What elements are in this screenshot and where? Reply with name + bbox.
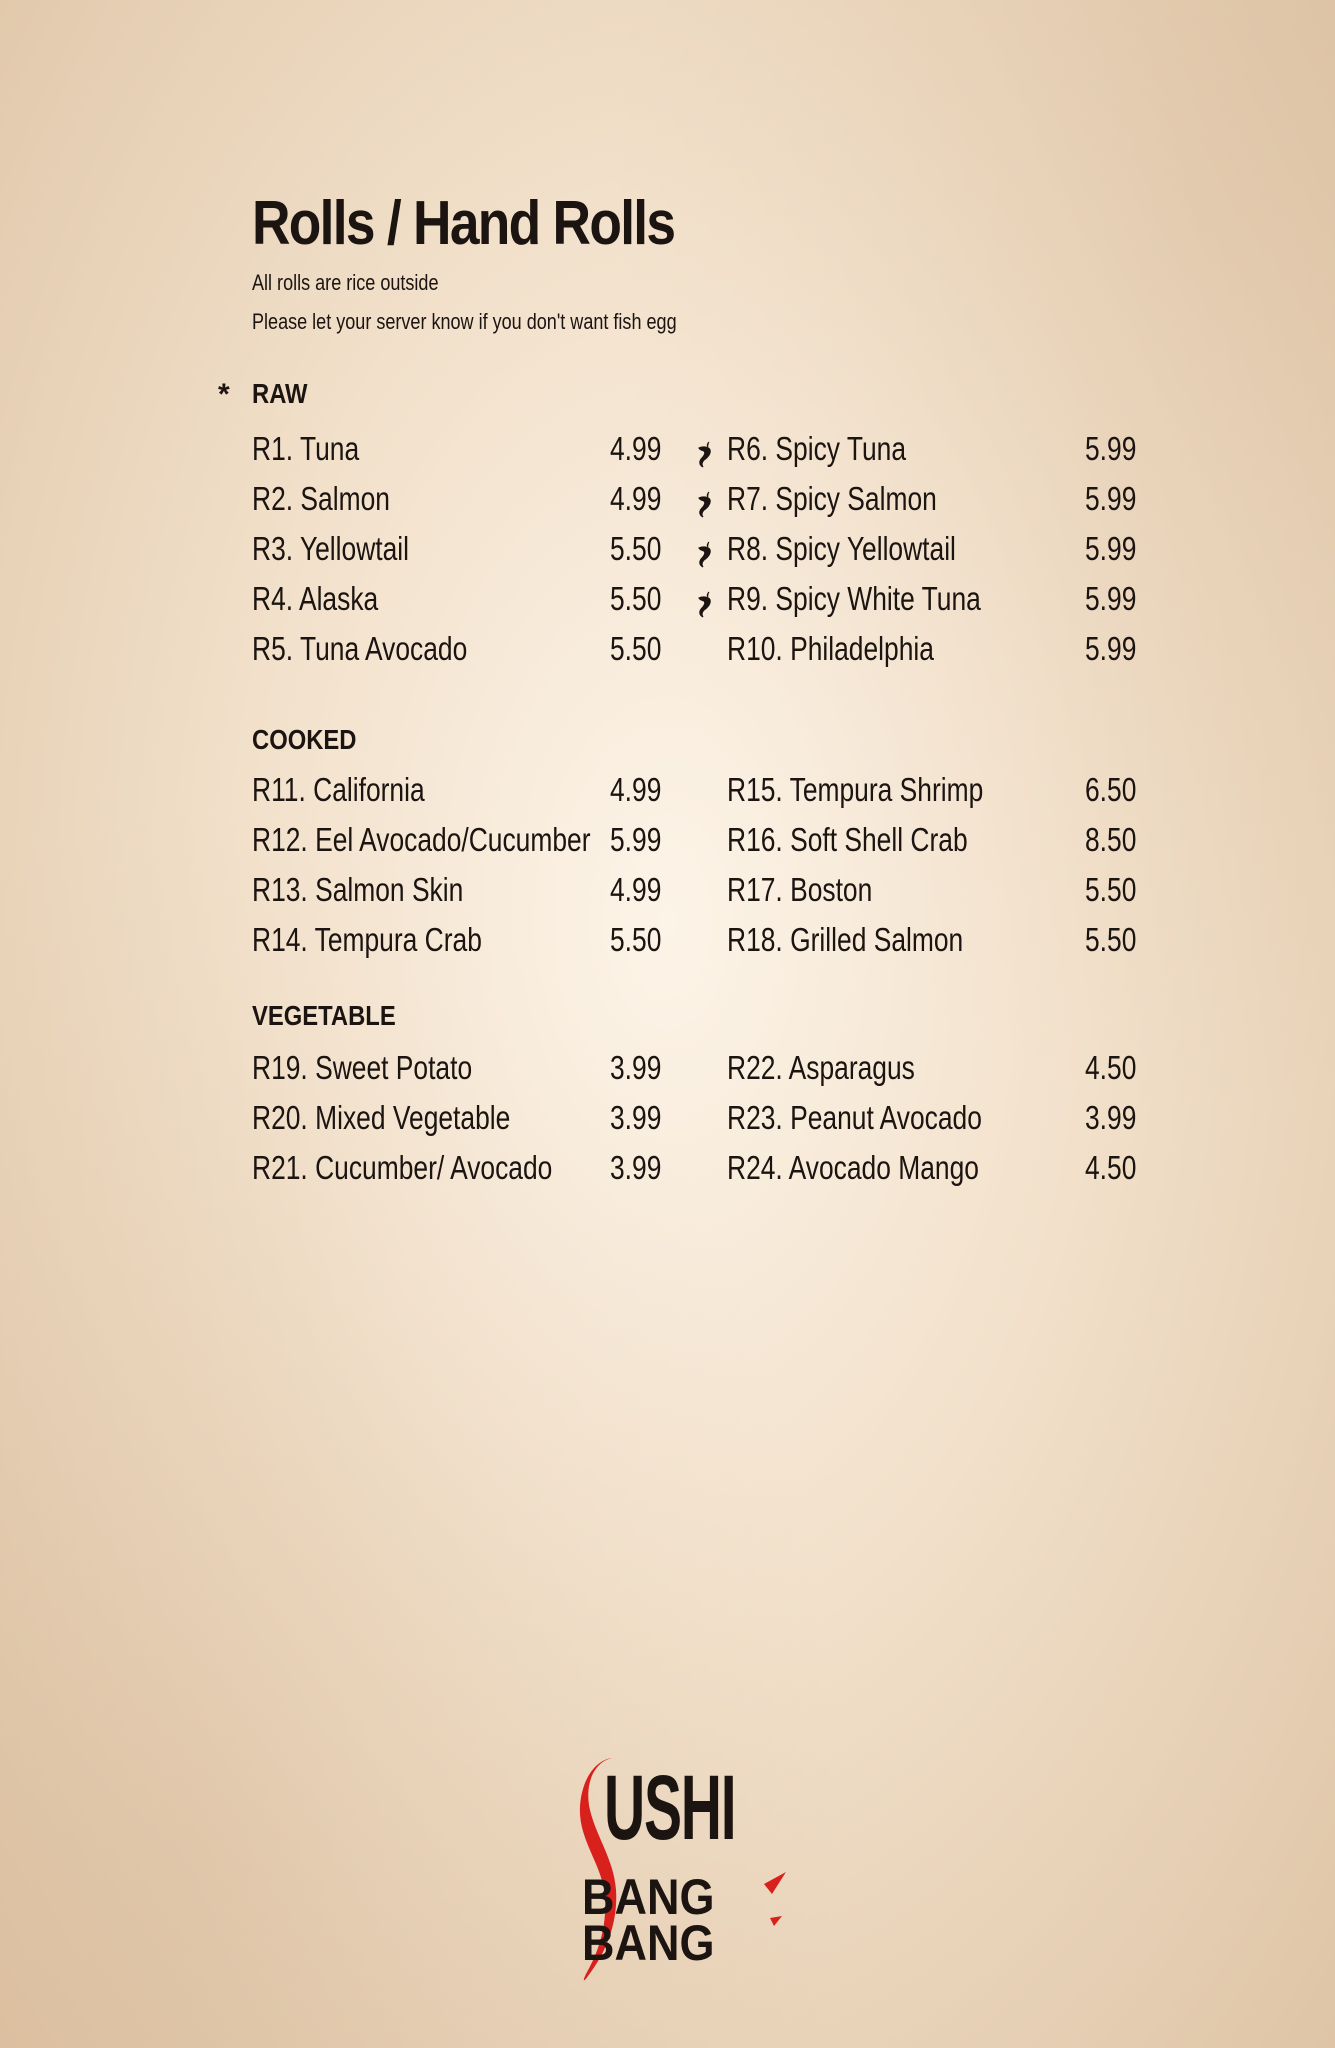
menu-item: [252, 530, 672, 576]
menu-item: [252, 430, 672, 476]
item-name: R3. Yellowtail: [252, 530, 410, 567]
menu-item: [252, 580, 672, 626]
menu-item: [727, 580, 1147, 626]
item-price: 5.99: [610, 821, 662, 858]
note-rice-outside: All rolls are rice outside: [252, 270, 439, 295]
menu-item: [727, 530, 1147, 576]
item-name: R23. Peanut Avocado: [727, 1099, 982, 1136]
item-price: 4.99: [610, 480, 662, 517]
item-name: R13. Salmon Skin: [252, 871, 464, 908]
logo-wordmark-ushi: USHI: [604, 1757, 736, 1859]
item-name: R15. Tempura Shrimp: [727, 771, 984, 808]
note-fish-egg: Please let your server know if you don't want fish egg: [252, 309, 677, 334]
logo-wordmark-bang: BANG: [582, 1915, 715, 1971]
item-name: R16. Soft Shell Crab: [727, 821, 968, 858]
item-name: R17. Boston: [727, 871, 873, 908]
menu-item: [252, 630, 672, 676]
item-price: 6.50: [1085, 771, 1137, 808]
menu-item: [252, 1099, 672, 1145]
item-price: 5.50: [610, 921, 662, 958]
item-price: 5.50: [1085, 871, 1137, 908]
menu-item: [727, 821, 1147, 867]
item-price: 4.50: [1085, 1149, 1137, 1186]
item-price: 3.99: [610, 1099, 662, 1136]
menu-item: [727, 480, 1147, 526]
item-name: R19. Sweet Potato: [252, 1049, 473, 1086]
item-price: 5.99: [1085, 430, 1137, 467]
item-price: 5.50: [1085, 921, 1137, 958]
menu-item: [727, 430, 1147, 476]
menu-item: [727, 871, 1147, 917]
item-price: 5.99: [1085, 580, 1137, 617]
menu-item: [252, 1049, 672, 1095]
chili-pepper-icon: [695, 440, 715, 468]
item-price: 5.99: [1085, 480, 1137, 517]
item-price: 3.99: [610, 1149, 662, 1186]
menu-item: [727, 771, 1147, 817]
menu-item: [252, 821, 672, 867]
menu-item: [252, 771, 672, 817]
item-name: R7. Spicy Salmon: [727, 480, 937, 517]
logo-wordmark-bang: BANG: [582, 1869, 715, 1925]
menu-item: [727, 921, 1147, 967]
page-title: Rolls / Hand Rolls: [252, 189, 675, 258]
menu-item: [727, 1049, 1147, 1095]
item-price: 3.99: [610, 1049, 662, 1086]
item-name: R24. Avocado Mango: [727, 1149, 979, 1186]
menu-item: [727, 630, 1147, 676]
menu-item: [727, 1099, 1147, 1145]
item-name: R11. California: [252, 771, 425, 808]
item-name: R6. Spicy Tuna: [727, 430, 907, 467]
item-price: 5.50: [610, 530, 662, 567]
raw-marker: *: [218, 378, 230, 411]
item-name: R5. Tuna Avocado: [252, 630, 468, 667]
item-price: 4.99: [610, 771, 662, 808]
item-name: R4. Alaska: [252, 580, 379, 617]
item-name: R12. Eel Avocado/Cucumber: [252, 821, 591, 858]
chili-pepper-icon: [695, 540, 715, 568]
item-name: R1. Tuna: [252, 430, 360, 467]
menu-item: [252, 480, 672, 526]
item-price: 5.50: [610, 630, 662, 667]
chili-pepper-icon: [695, 590, 715, 618]
item-price: 4.99: [610, 871, 662, 908]
item-price: 8.50: [1085, 821, 1137, 858]
item-name: R18. Grilled Salmon: [727, 921, 964, 958]
item-price: 4.50: [1085, 1049, 1137, 1086]
item-name: R2. Salmon: [252, 480, 390, 517]
item-name: R10. Philadelphia: [727, 630, 934, 667]
item-name: R9. Spicy White Tuna: [727, 580, 981, 617]
section-heading-vegetable: VEGETABLE: [252, 1000, 396, 1031]
menu-item: [252, 921, 672, 967]
section-heading-cooked: COOKED: [252, 724, 357, 755]
item-price: 5.99: [1085, 530, 1137, 567]
item-name: R14. Tempura Crab: [252, 921, 482, 958]
item-name: R20. Mixed Vegetable: [252, 1099, 511, 1136]
item-name: R21. Cucumber/ Avocado: [252, 1149, 553, 1186]
item-name: R22. Asparagus: [727, 1049, 915, 1086]
chili-pepper-icon: [695, 490, 715, 518]
item-price: 5.50: [610, 580, 662, 617]
menu-item: [252, 871, 672, 917]
section-heading-raw: RAW: [252, 378, 308, 409]
menu-item: [727, 1149, 1147, 1195]
sushi-bang-bang-logo: [560, 1750, 800, 1990]
menu-item: [252, 1149, 672, 1195]
item-name: R8. Spicy Yellowtail: [727, 530, 956, 567]
item-price: 5.99: [1085, 630, 1137, 667]
item-price: 3.99: [1085, 1099, 1137, 1136]
item-price: 4.99: [610, 430, 662, 467]
